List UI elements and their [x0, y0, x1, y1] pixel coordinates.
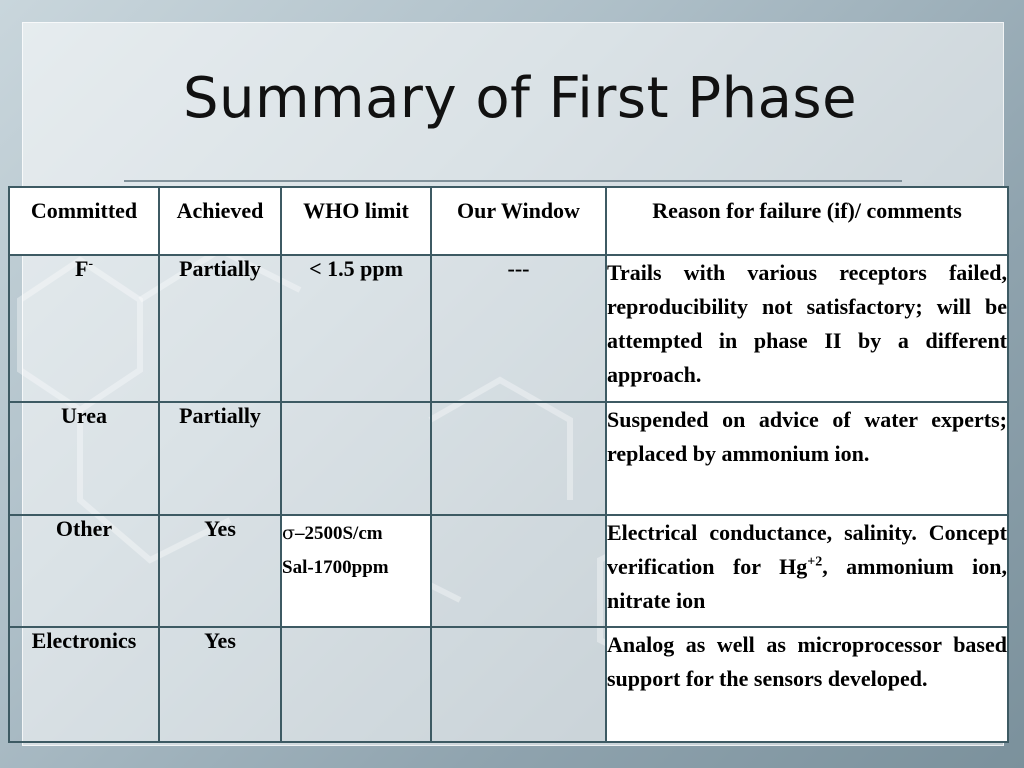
- who-limit-conductivity: [282, 516, 430, 551]
- header-committed: Committed: [9, 187, 159, 255]
- cell-committed: Electronics: [9, 627, 159, 742]
- cell-reason: [606, 515, 1008, 627]
- cell-who-limit: < 1.5 ppm: [281, 255, 431, 402]
- cell-who-limit: [281, 402, 431, 515]
- table-row-urea: [9, 402, 1008, 515]
- table-header-row: [9, 187, 1008, 255]
- cell-reason: Suspended on advice of water experts; replaced by ammonium ion.: [606, 402, 1008, 515]
- cell-committed: Other: [9, 515, 159, 627]
- conductivity-value: –2500S/cm: [294, 523, 383, 544]
- title-underline: [124, 180, 902, 182]
- committed-superscript: -: [88, 256, 94, 272]
- cell-our-window: [431, 402, 606, 515]
- cell-achieved: Partially: [159, 402, 281, 515]
- cell-achieved: Yes: [159, 627, 281, 742]
- summary-table: [8, 186, 1009, 743]
- cell-committed: [9, 255, 159, 402]
- header-achieved: Achieved: [159, 187, 281, 255]
- reason-superscript: +2: [807, 554, 823, 570]
- table-row-other: [9, 515, 1008, 627]
- header-who-limit: WHO limit: [281, 187, 431, 255]
- slide-title: Summary of First Phase: [182, 66, 858, 131]
- cell-who-limit: [281, 515, 431, 627]
- cell-our-window: [431, 515, 606, 627]
- cell-who-limit: [281, 627, 431, 742]
- who-limit-salinity: Sal-1700ppm: [282, 557, 389, 578]
- cell-our-window: [431, 627, 606, 742]
- cell-reason: Analog as well as microprocessor based support for the sensors developed.: [606, 627, 1008, 742]
- committed-text: F: [74, 256, 89, 281]
- reason-text-part2: , ammonium ion, nitrate ion: [607, 554, 1007, 613]
- cell-committed: Urea: [9, 402, 159, 515]
- table-row-electronics: [9, 627, 1008, 742]
- cell-achieved: Yes: [159, 515, 281, 627]
- header-reason: Reason for failure (if)/ comments: [606, 187, 1008, 255]
- cell-achieved: Partially: [159, 255, 281, 402]
- cell-our-window: ---: [431, 255, 606, 402]
- sigma-symbol: σ: [282, 522, 295, 544]
- cell-reason: Trails with various receptors failed, reproducibility not satisfactory; will be attempted in phase II by a different approach.: [606, 255, 1008, 402]
- table-row-fluoride: [9, 255, 1008, 402]
- reason-text-part1: Electrical conductance, salinity. Concept verification for Hg: [607, 520, 1007, 579]
- header-our-window: Our Window: [431, 187, 606, 255]
